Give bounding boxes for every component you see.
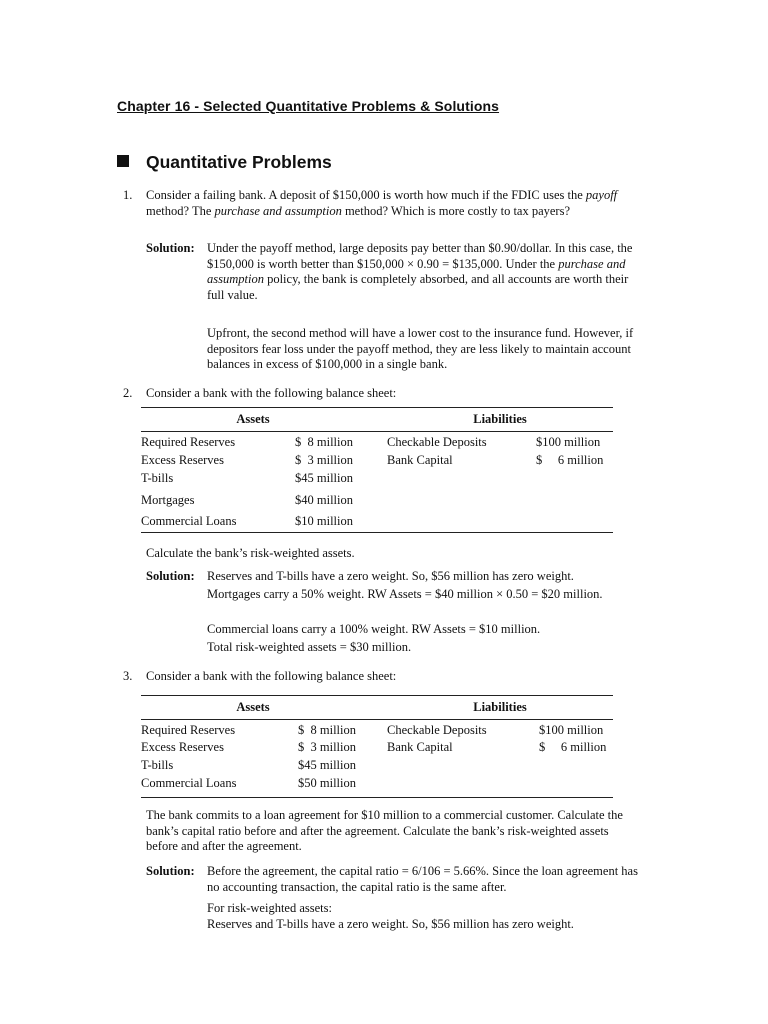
problem-2-solution-label: Solution: — [146, 569, 195, 583]
table-1-bottom-rule — [141, 532, 613, 533]
section-title: Quantitative Problems — [146, 152, 332, 172]
problem-3-solution-paragraph-1: Before the agreement, the capital ratio = 6/106 = 5.66%. Since the loan agreement has no accounting transaction, the capital ratio is the same after. — [207, 864, 638, 894]
table-2-header-rule — [141, 719, 613, 720]
table-1-top-rule — [141, 407, 613, 408]
problem-2-solution-line-1: Reserves and T-bills have a zero weight. So, $56 million has zero weight. — [207, 569, 574, 583]
problem-1-solution-label: Solution: — [146, 241, 195, 255]
problem-3-solution-line-1: For risk-weighted assets: — [207, 901, 332, 915]
problem-2-number: 2. — [123, 386, 133, 400]
problem-3-question: Consider a bank with the following balance sheet: — [146, 669, 397, 683]
problem-2-prompt: Calculate the bank’s risk-weighted assets. — [146, 546, 355, 560]
section-heading — [117, 152, 332, 172]
problem-2-solution-line-2: Mortgages carry a 50% weight. RW Assets = $40 million × 0.50 = $20 million. — [207, 587, 603, 601]
table-1-assets-header: Assets — [236, 412, 270, 426]
table-2-top-rule — [141, 695, 613, 696]
problem-2-solution-line-4: Total risk-weighted assets = $30 million. — [207, 640, 412, 654]
chapter-title: Chapter 16 - Selected Quantitative Problems & Solutions — [117, 98, 500, 114]
problem-3-prompt: The bank commits to a loan agreement for $10 million to a commercial customer. Calculate the bank’s capital ratio before and after the agreement. Calculate the bank’s risk-weighted assets before and after the agreement. — [146, 808, 623, 853]
problem-1-question: Consider a failing bank. A deposit of $150,000 is worth how much if the FDIC uses the payoff method? The purchase and assumption method? Which is more costly to tax payers? — [146, 188, 618, 218]
problem-2-question: Consider a bank with the following balance sheet: — [146, 386, 397, 400]
problem-3-solution-line-2: Reserves and T-bills have a zero weight. So, $56 million has zero weight. — [207, 917, 574, 931]
problem-3-number: 3. — [123, 669, 133, 683]
problem-1-solution-paragraph-1: Under the payoff method, large deposits pay better than $0.90/dollar. In this case, the $150,000 is worth better than $150,000 × 0.90 = $135,000. Under the purchase and assumption policy, the bank is completely absorbed, and all accounts are worth their full value. — [207, 241, 633, 302]
table-1-header-rule — [141, 431, 613, 432]
table-2-liabilities-header: Liabilities — [473, 700, 527, 714]
problem-3-solution-label: Solution: — [146, 864, 195, 878]
problem-1-number: 1. — [123, 188, 133, 202]
table-2-assets-header: Assets — [236, 700, 270, 714]
problem-2-solution-line-3: Commercial loans carry a 100% weight. RW Assets = $10 million. — [207, 622, 541, 636]
square-bullet-icon — [117, 155, 129, 167]
problem-1-solution-paragraph-2: Upfront, the second method will have a lower cost to the insurance fund. However, if depositors fear loss under the payoff method, they are less likely to maintain account balances in excess of $100,000 in a single bank. — [207, 326, 634, 371]
table-2-bottom-rule — [141, 797, 613, 798]
table-1-liabilities-header: Liabilities — [473, 412, 527, 426]
